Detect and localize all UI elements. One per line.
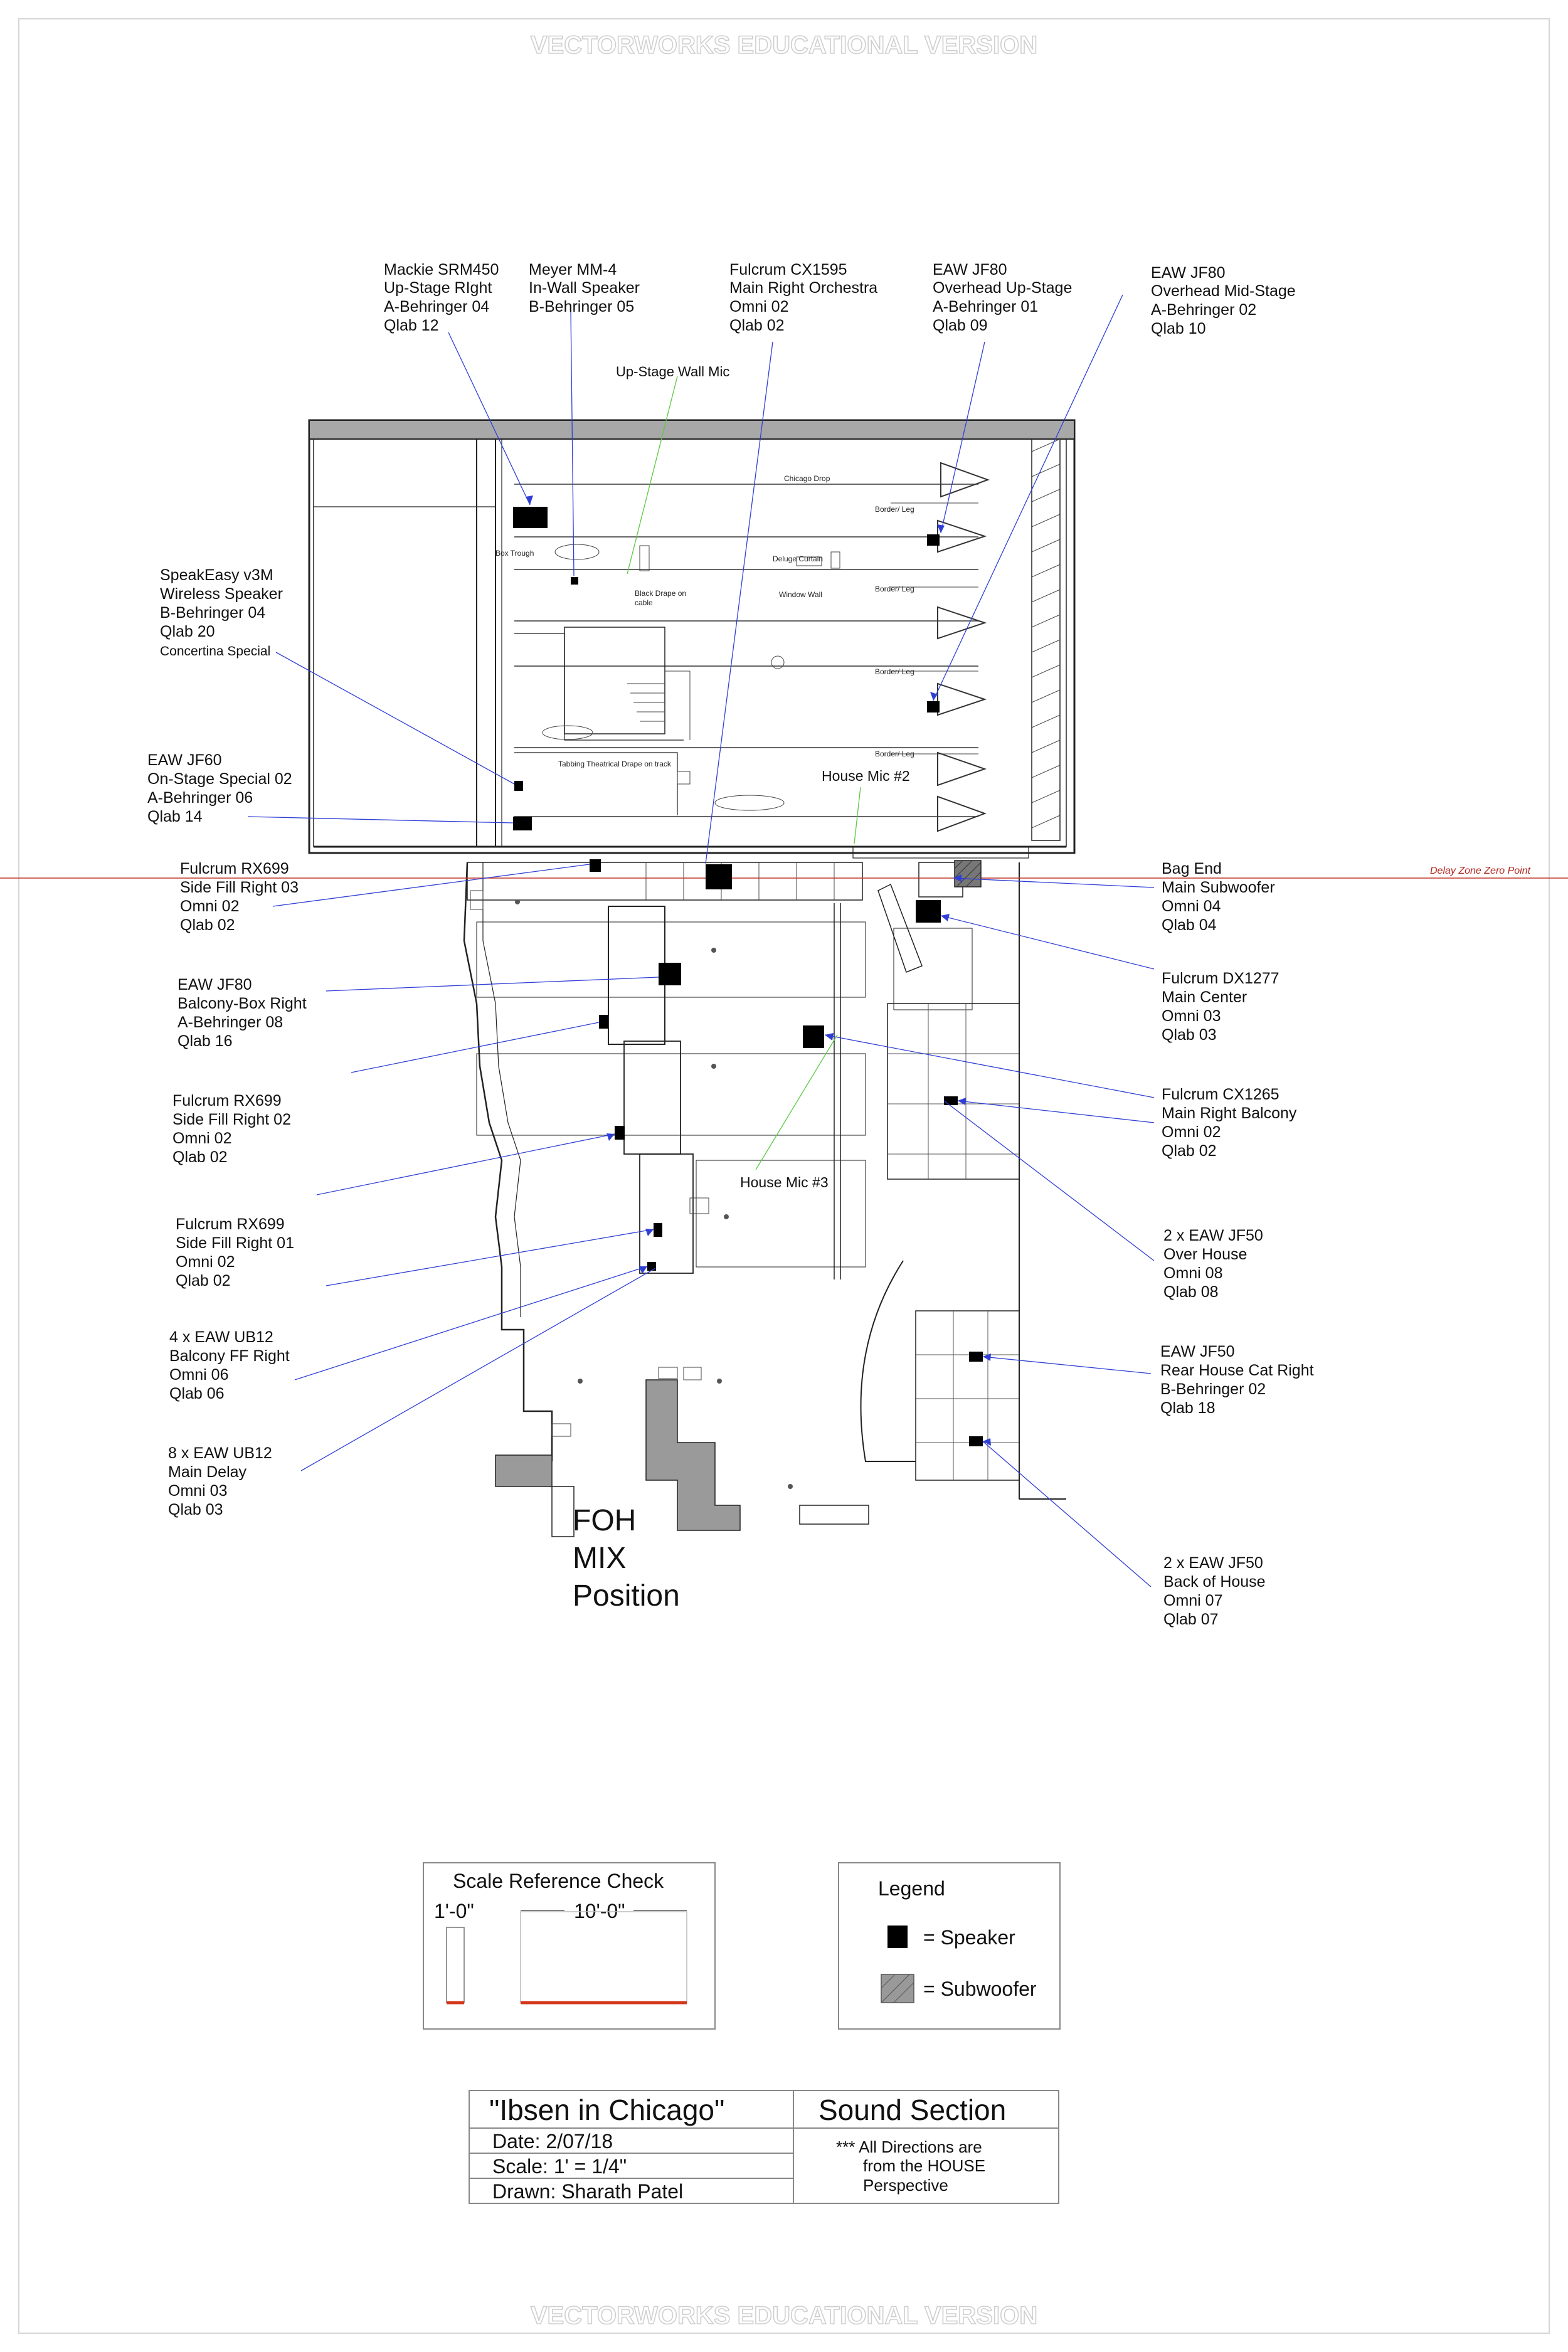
callout-rx699-02	[172, 1092, 291, 1166]
label-box-trough: Box Trough	[495, 549, 534, 558]
arrow-heads	[526, 495, 991, 1446]
label-border-leg-4: Border/ Leg	[875, 750, 914, 758]
title-block-scale: Scale: 1' = 1/4"	[492, 2155, 627, 2178]
svg-text:A-Behringer 08: A-Behringer 08	[177, 1014, 283, 1031]
svg-text:Main Subwoofer: Main Subwoofer	[1162, 879, 1275, 896]
svg-text:Fulcrum CX1265: Fulcrum CX1265	[1162, 1086, 1279, 1103]
speakers	[513, 507, 983, 1446]
svg-text:SpeakEasy v3M: SpeakEasy v3M	[160, 566, 273, 584]
callout-cx1595	[729, 261, 877, 334]
svg-text:Qlab 02: Qlab 02	[1162, 1142, 1217, 1160]
svg-text:2 x EAW JF50: 2 x EAW JF50	[1163, 1227, 1263, 1244]
svg-text:Qlab 18: Qlab 18	[1160, 1399, 1216, 1417]
svg-text:Qlab 06: Qlab 06	[169, 1385, 225, 1402]
speaker-cx1595	[706, 864, 732, 889]
svg-text:B-Behringer 05: B-Behringer 05	[529, 298, 635, 315]
title-block-note-3: Perspective	[863, 2176, 948, 2195]
house-area	[464, 862, 1066, 1524]
svg-text:Side Fill Right 03: Side Fill Right 03	[180, 879, 299, 896]
svg-text:B-Behringer 02: B-Behringer 02	[1160, 1380, 1266, 1398]
svg-text:Meyer MM-4: Meyer MM-4	[529, 261, 617, 278]
legend-title: Legend	[878, 1877, 945, 1900]
svg-text:B-Behringer 04: B-Behringer 04	[160, 604, 266, 622]
svg-text:Fulcrum CX1595: Fulcrum CX1595	[729, 261, 847, 278]
svg-text:Qlab 03: Qlab 03	[1162, 1026, 1217, 1044]
svg-text:Omni 02: Omni 02	[176, 1253, 235, 1271]
svg-text:Fulcrum RX699: Fulcrum RX699	[176, 1216, 285, 1233]
svg-text:Main Delay: Main Delay	[168, 1463, 247, 1481]
callout-mackie	[384, 261, 499, 334]
callout-jf80-up	[933, 261, 1072, 334]
svg-text:Omni 08: Omni 08	[1163, 1264, 1223, 1282]
label-black-drape: Black Drape on	[635, 589, 687, 598]
svg-text:Side Fill Right 02: Side Fill Right 02	[172, 1111, 291, 1128]
svg-text:Position: Position	[573, 1579, 680, 1613]
svg-text:Qlab 09: Qlab 09	[933, 317, 988, 334]
scale-reference-box	[423, 1863, 715, 2029]
legend-speaker-swatch	[887, 1926, 908, 1948]
callout-rx699-01	[176, 1216, 294, 1290]
svg-text:Qlab 02: Qlab 02	[176, 1272, 231, 1290]
svg-text:Qlab 02: Qlab 02	[172, 1148, 228, 1166]
title-block-title: "Ibsen in Chicago"	[489, 2094, 725, 2126]
callout-jf80-mid	[1151, 264, 1296, 337]
speaker-cx1265	[944, 1096, 958, 1105]
svg-text:Fulcrum DX1277: Fulcrum DX1277	[1162, 970, 1279, 987]
callout-jf60	[147, 751, 292, 825]
overhead-fixtures	[938, 463, 988, 831]
svg-text:Mackie SRM450: Mackie SRM450	[384, 261, 499, 278]
svg-text:Main Right Balcony: Main Right Balcony	[1162, 1104, 1297, 1122]
callout-house-mic2: House Mic #2	[822, 768, 910, 784]
svg-text:In-Wall Speaker: In-Wall Speaker	[529, 279, 640, 297]
svg-text:Omni 02: Omni 02	[180, 898, 240, 915]
stage-top-wall	[309, 420, 1074, 439]
svg-text:Qlab 12: Qlab 12	[384, 317, 439, 334]
svg-text:On-Stage Special 02: On-Stage Special 02	[147, 770, 292, 788]
svg-text:Concertina Special: Concertina Special	[160, 644, 271, 659]
svg-text:Bag End: Bag End	[1162, 860, 1222, 877]
svg-text:Omni 06: Omni 06	[169, 1366, 229, 1384]
svg-text:FOH: FOH	[573, 1504, 637, 1537]
right-hatched-wall	[1032, 439, 1060, 840]
svg-text:Omni 03: Omni 03	[1162, 1007, 1221, 1025]
svg-text:Overhead Up-Stage: Overhead Up-Stage	[933, 279, 1073, 297]
speaker-jf80-balc-a	[659, 963, 681, 985]
speaker-meyer	[571, 577, 578, 585]
scale-box-title: Scale Reference Check	[453, 1870, 664, 1892]
speaker-rx699-01	[654, 1223, 662, 1237]
label-tabbing: Tabbing Theatrical Drape on track	[558, 760, 671, 768]
callout-ub12-8	[168, 1444, 272, 1518]
label-border-leg-3: Border/ Leg	[875, 667, 914, 676]
svg-text:A-Behringer 06: A-Behringer 06	[147, 789, 253, 807]
speaker-jf50-back	[969, 1436, 983, 1446]
speaker-dx1277	[803, 1025, 824, 1048]
svg-text:Side Fill Right 01: Side Fill Right 01	[176, 1234, 294, 1252]
title-block-drawn: Drawn: Sharath Patel	[492, 2180, 684, 2203]
callout-jf50-back	[1163, 1554, 1266, 1628]
label-chicago-drop: Chicago Drop	[784, 474, 830, 483]
speaker-speakeasy	[514, 781, 523, 791]
svg-text:Qlab 04: Qlab 04	[1162, 916, 1217, 934]
svg-text:Qlab 20: Qlab 20	[160, 623, 215, 640]
svg-text:EAW JF80: EAW JF80	[933, 261, 1007, 278]
callout-bag-end	[1162, 860, 1275, 934]
callout-upstage-mic: Up-Stage Wall Mic	[616, 364, 730, 379]
callout-meyer	[529, 261, 640, 315]
title-block-note-1: *** All Directions are	[836, 2137, 982, 2156]
speaker-bag-end	[916, 900, 941, 923]
balcony-box	[608, 906, 665, 1044]
callout-jf80-balcony	[177, 976, 307, 1050]
callout-jf50-over	[1163, 1227, 1263, 1301]
speaker-jf80-balc-b	[599, 1015, 608, 1029]
leader-lines	[248, 295, 1154, 1587]
svg-text:Qlab 14: Qlab 14	[147, 808, 203, 825]
svg-text:Qlab 02: Qlab 02	[729, 317, 785, 334]
speaker-jf80-mid	[927, 701, 940, 712]
svg-text:Up-Stage RIght: Up-Stage RIght	[384, 279, 492, 297]
legend	[839, 1863, 1060, 2029]
svg-text:8 x EAW UB12: 8 x EAW UB12	[168, 1444, 272, 1462]
svg-text:Fulcrum RX699: Fulcrum RX699	[180, 860, 289, 877]
svg-text:2 x EAW JF50: 2 x EAW JF50	[1163, 1554, 1263, 1572]
svg-text:Omni 04: Omni 04	[1162, 898, 1221, 915]
stage-inner-wall	[314, 439, 1066, 847]
label-border-leg-2: Border/ Leg	[875, 585, 914, 593]
callout-ub12-4	[169, 1328, 290, 1402]
svg-text:Balcony FF Right: Balcony FF Right	[169, 1347, 290, 1365]
svg-text:A-Behringer 02: A-Behringer 02	[1151, 301, 1257, 319]
svg-text:Omni 02: Omni 02	[1162, 1123, 1221, 1141]
speaker-jf50-over	[969, 1352, 983, 1362]
scale-ten-foot: 10'-0"	[574, 1900, 625, 1922]
svg-text:Over House: Over House	[1163, 1246, 1248, 1263]
speaker-jf80-up	[927, 534, 940, 546]
svg-text:EAW JF50: EAW JF50	[1160, 1343, 1235, 1360]
svg-text:EAW JF80: EAW JF80	[1151, 264, 1226, 282]
callout-rx699-03	[180, 860, 299, 934]
label-deluge: Deluge Curtain	[773, 554, 824, 563]
speaker-jf60	[513, 817, 532, 830]
watermark-top: VECTORWORKS EDUCATIONAL VERSION	[530, 31, 1038, 59]
delay-zone-label: Delay Zone Zero Point	[1430, 866, 1531, 876]
svg-text:Qlab 08: Qlab 08	[1163, 1283, 1219, 1301]
svg-text:Balcony-Box Right: Balcony-Box Right	[177, 995, 307, 1012]
callout-cx1265	[1162, 1086, 1297, 1160]
stage-outer-wall	[309, 420, 1074, 853]
svg-text:Main Right Orchestra: Main Right Orchestra	[729, 279, 878, 297]
speaker-rx699-03	[590, 859, 601, 872]
stage-area	[309, 420, 1074, 858]
legend-subwoofer-text: = Subwoofer	[923, 1978, 1037, 2000]
scale-one-foot: 1'-0"	[434, 1900, 474, 1922]
callout-speakeasy	[160, 566, 283, 659]
callout-jf50-rear	[1160, 1343, 1314, 1417]
legend-subwoofer-swatch	[881, 1974, 914, 2003]
speaker-ub12-4	[647, 1262, 656, 1271]
title-block-section: Sound Section	[818, 2094, 1007, 2126]
label-window-wall: Window Wall	[779, 590, 822, 599]
svg-text:Main Center: Main Center	[1162, 988, 1248, 1006]
svg-text:Qlab 02: Qlab 02	[180, 916, 235, 934]
svg-text:Qlab 03: Qlab 03	[168, 1501, 223, 1518]
callout-dx1277	[1162, 970, 1279, 1044]
svg-text:Omni 03: Omni 03	[168, 1482, 228, 1500]
svg-text:Wireless Speaker: Wireless Speaker	[160, 585, 283, 603]
svg-text:Qlab 07: Qlab 07	[1163, 1611, 1219, 1628]
svg-text:Rear House Cat Right: Rear House Cat Right	[1160, 1362, 1314, 1379]
watermark-bottom: VECTORWORKS EDUCATIONAL VERSION	[530, 2302, 1038, 2329]
speaker-rx699-02	[615, 1126, 625, 1140]
svg-text:Qlab 16: Qlab 16	[177, 1032, 233, 1050]
svg-text:A-Behringer 04: A-Behringer 04	[384, 298, 490, 315]
svg-text:Overhead Mid-Stage: Overhead Mid-Stage	[1151, 282, 1296, 300]
svg-text:Back of House: Back of House	[1163, 1573, 1266, 1591]
svg-text:Fulcrum RX699: Fulcrum RX699	[172, 1092, 282, 1110]
svg-text:4 x EAW UB12: 4 x EAW UB12	[169, 1328, 273, 1346]
label-black-drape-2: cable	[635, 598, 653, 607]
label-border-leg-1: Border/ Leg	[875, 505, 914, 514]
staircase	[564, 627, 665, 734]
svg-text:Omni 02: Omni 02	[172, 1130, 232, 1147]
foh-mix-position	[573, 1504, 680, 1613]
callout-house-mic3: House Mic #3	[740, 1174, 829, 1190]
svg-text:EAW JF60: EAW JF60	[147, 751, 222, 769]
svg-text:MIX: MIX	[573, 1542, 627, 1575]
title-block-date: Date: 2/07/18	[492, 2130, 613, 2153]
svg-text:EAW JF80: EAW JF80	[177, 976, 252, 993]
svg-text:Qlab 10: Qlab 10	[1151, 320, 1206, 337]
svg-text:A-Behringer 01: A-Behringer 01	[933, 298, 1039, 315]
legend-speaker-text: = Speaker	[923, 1926, 1015, 1949]
svg-text:Omni 07: Omni 07	[1163, 1592, 1223, 1609]
title-block-note-2: from the HOUSE	[863, 2156, 986, 2175]
svg-text:Omni 02: Omni 02	[729, 298, 789, 315]
speaker-mackie	[513, 507, 548, 528]
